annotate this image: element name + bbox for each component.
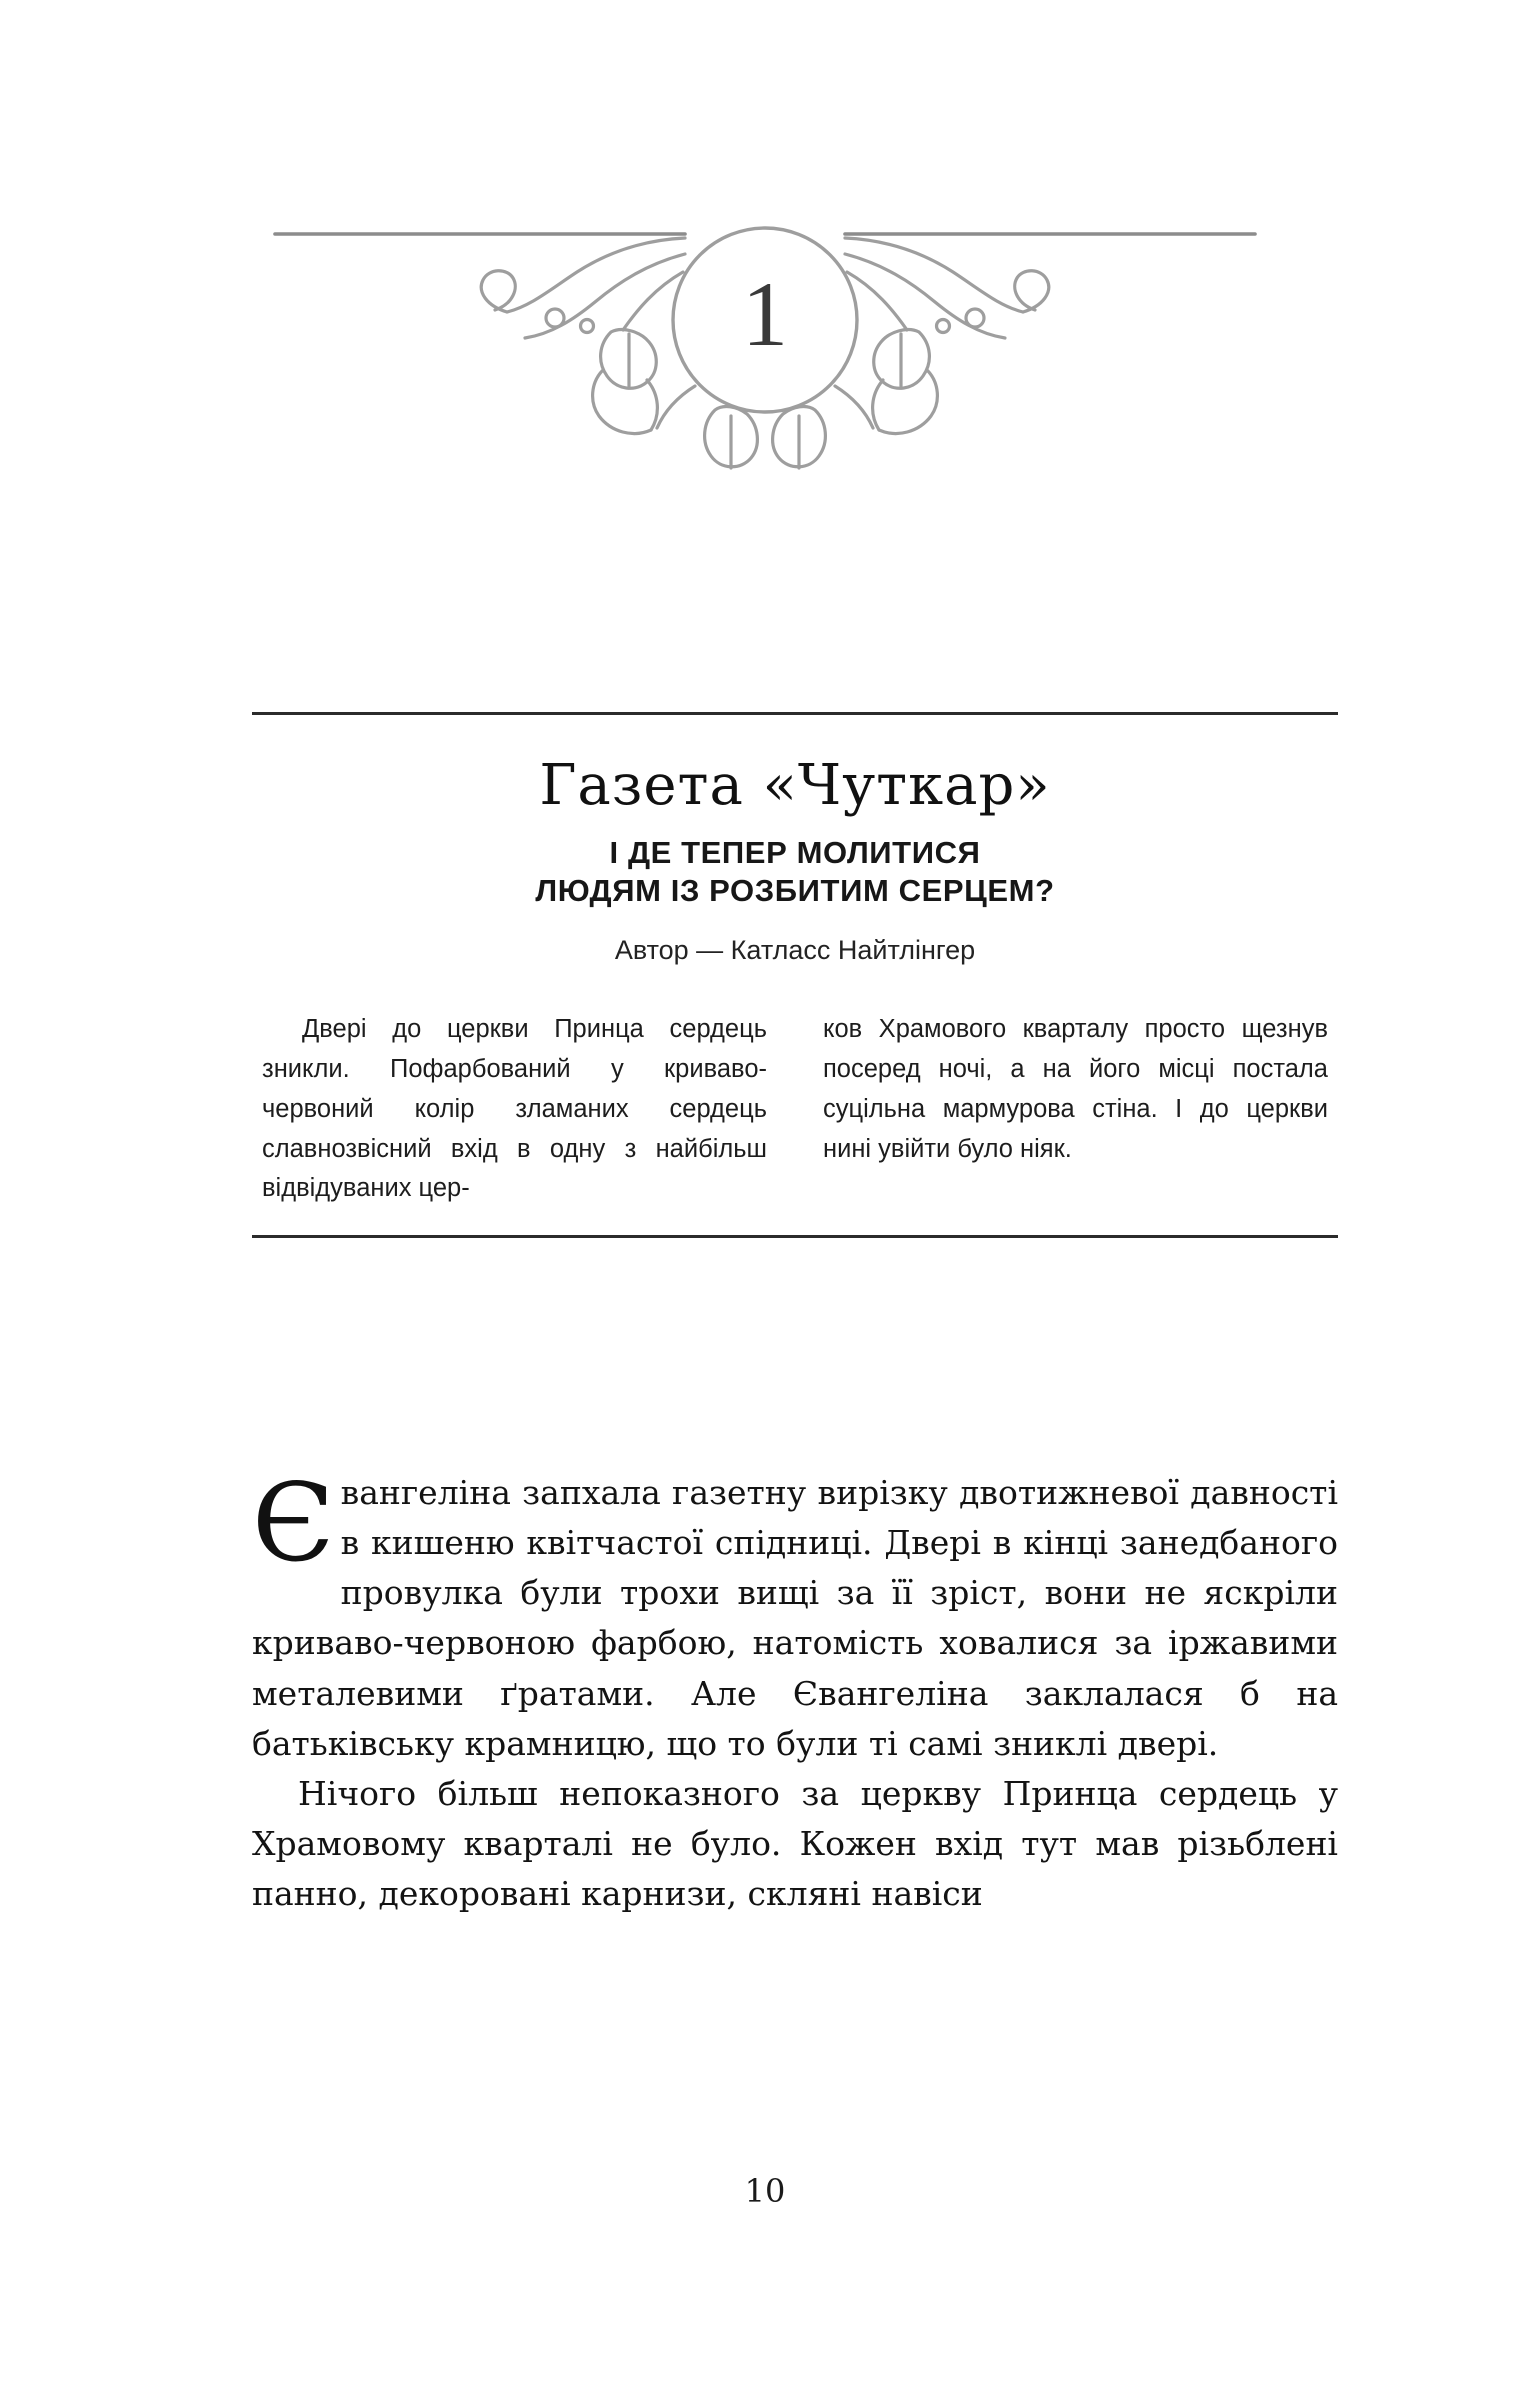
clipping-subtitle-line-1: І ДЕ ТЕПЕР МОЛИТИСЯ xyxy=(609,834,981,870)
clipping-title: Газета «Чуткар» xyxy=(539,753,1051,818)
chapter-ornament xyxy=(0,210,1530,530)
body-text xyxy=(252,1461,1338,1919)
clipping-column-right: ков Храмового кварталу просто щезнув посеред ночі, а на його місці постала суцільна мармурова стіна. І до церкви нині увійти було ніяк. xyxy=(823,1015,1328,1163)
clipping-subtitle xyxy=(415,834,1175,910)
clipping-column-left: Двері до церкви Принца сердець зникли. Пофарбований у криваво-червоний колір зламаних сердець славнозвісний вхід в одну з найбільш відвідуваних цер- xyxy=(262,1015,767,1203)
paragraph-1 xyxy=(252,1461,1338,1769)
paragraph-1-text: вангеліна запхала газетну вирізку двотижневої давності в кишеню квітчастої спідниці. Двері в кінці занедбаного провулка були трохи вищі за її зріст, вони не яскріли криваво-червоною фарбою, натомість ховалися за іржавими металевими ґратами. Але Євангеліна заклалася б на батьківську крамницю, що то були ті самі зниклі двері. xyxy=(252,1473,1338,1763)
page-number: 10 xyxy=(744,2172,786,2210)
newspaper-clipping xyxy=(252,712,1338,1238)
chapter-number: 1 xyxy=(742,263,788,365)
paragraph-2: Нічого більш непоказного за церкву Принца сердець у Храмовому кварталі не було. Кожен вхід тут мав різьблені панно, декоровані карнизи, скляні навіси xyxy=(252,1773,1338,1914)
clipping-subtitle-line-2: ЛЮДЯМ ІЗ РОЗБИТИМ СЕРЦЕМ? xyxy=(535,872,1055,908)
clipping-columns xyxy=(252,1010,1338,1209)
clipping-author: Автор — Катласс Найтлінгер xyxy=(614,935,976,966)
drop-cap: Є xyxy=(252,1461,335,1586)
